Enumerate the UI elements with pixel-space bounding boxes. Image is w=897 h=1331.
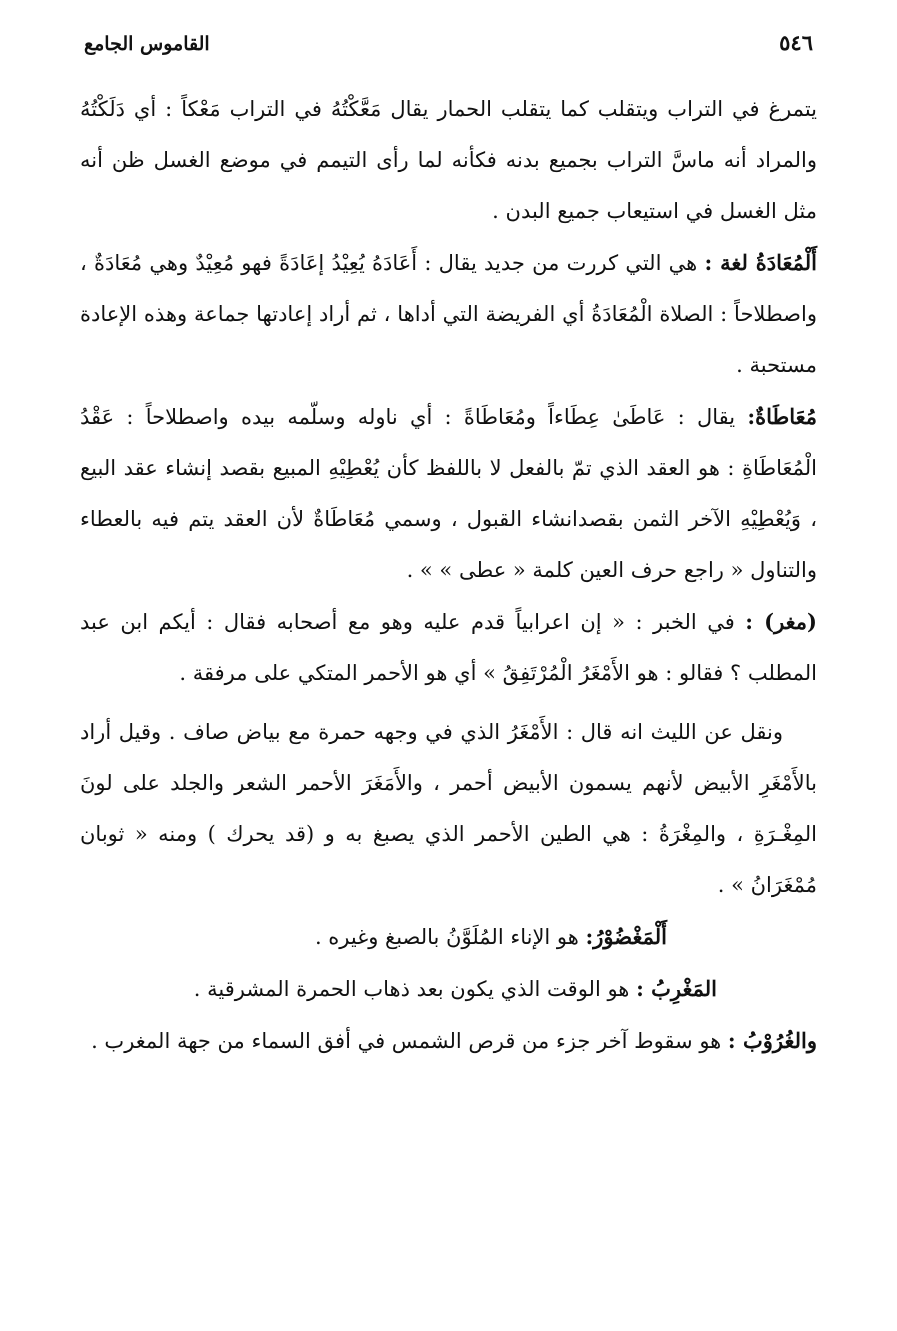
page-number: ٥٤٦ [779, 30, 813, 55]
running-head [80, 30, 817, 70]
entry-definition: يقال : عَاطَىٰ عِطَاءاً ومُعَاطَاةً : أي ناوله وسلّمه بيده واصطلاحاً : عَقْدُ الْمُعَاطَاةِ : هو العقد الذي تمّ بالفعل لا باللفظ كأن يُعْطِيْهِ المبيع بقصد إنشاء عقد البيع ، وَيُعْطِيْهِ الآخر الثمن بقصدانشاء القبول ، وسمي مُعَاطَاةٌ لأن العقد يتم فيه بالعطاء والتناول « راجع حرف العين كلمة « عطى » » . [80, 405, 817, 582]
entry-maghdur [80, 911, 817, 963]
entry-definition: هو الوقت الذي يكون بعد ذهاب الحمرة المشرقية . [193, 977, 637, 1001]
entry-term: المَغْرِبُ : [636, 976, 717, 1001]
entry-term: أَلْمَغْضُوْرُ: [585, 924, 667, 949]
entry-definition: في الخبر : « إن اعرابياً قدم عليه وهو مع أصحابه فقال : أيكم ابن عبد المطلب ؟ فقالو : هو الأَمْغَرُ الْمُرْتَفِقُ » أي هو الأحمر المتكي على مرفقة . [80, 610, 817, 685]
paragraph-text: ونقل عن الليث انه قال : الأَمْغَرُ الذي في وجهه حمرة مع بياض صاف . وقيل أراد بالأَمْغَرِ الأبيض لأنهم يسمون الأبيض أحمر ، والأَمَغَرَ الأحمر الشعر والجلد على لونَ المِغْـرَةِ ، والمِغْرَةُ : هي الطين الأحمر الذي يصبغ به و (قد يحرك ) ومنه « ثوبان مُمْغَرَانُ » . [80, 720, 817, 897]
entry-definition: هو سقوط آخر جزء من قرص الشمس في أفق السماء من جهة المغرب . [91, 1029, 728, 1053]
entry-muada [80, 237, 817, 391]
entry-term: (مغر) : [745, 609, 817, 634]
entry-maghrib [80, 963, 817, 1015]
paragraph-continuation [80, 84, 817, 237]
paragraph-layth [80, 707, 817, 911]
entry-term: أَلْمُعَادَةُ لغة : [704, 250, 818, 275]
paragraph-text: يتمرغ في التراب ويتقلب كما يتقلب الحمار يقال مَعَّكْتُهُ في التراب مَعْكاً : أي دَلَكْتُهُ والمراد أنه ماسَّ التراب بجميع بدنه فكأنه لما رأى التيمم في موضع الغسل ظن أنه مثل الغسل في استيعاب جميع البدن . [80, 97, 817, 223]
entry-definition: هو الإناء المُلَوَّنُ بالصبغ وغيره . [314, 925, 586, 949]
entry-definition: هي التي كررت من جديد يقال : أَعَادَهُ يُعِيْدُ إعَادَةً فهو مُعِيْدٌ وهي مُعَادَةٌ ، واصطلاحاً : الصلاة الْمُعَادَةُ أي الفريضة التي أداها ، ثم أراد إعادتها جماعة وهذه الإعادة مستحبة . [80, 251, 817, 377]
body-text [80, 84, 817, 1067]
entry-term: مُعَاطَاةٌ: [747, 404, 817, 429]
entry-muataat [80, 391, 817, 596]
entry-mghr [80, 596, 817, 699]
book-title: القاموس الجامع [84, 33, 210, 55]
entry-term: والغُرُوْبُ : [727, 1028, 817, 1053]
entry-ghurub [80, 1015, 817, 1067]
